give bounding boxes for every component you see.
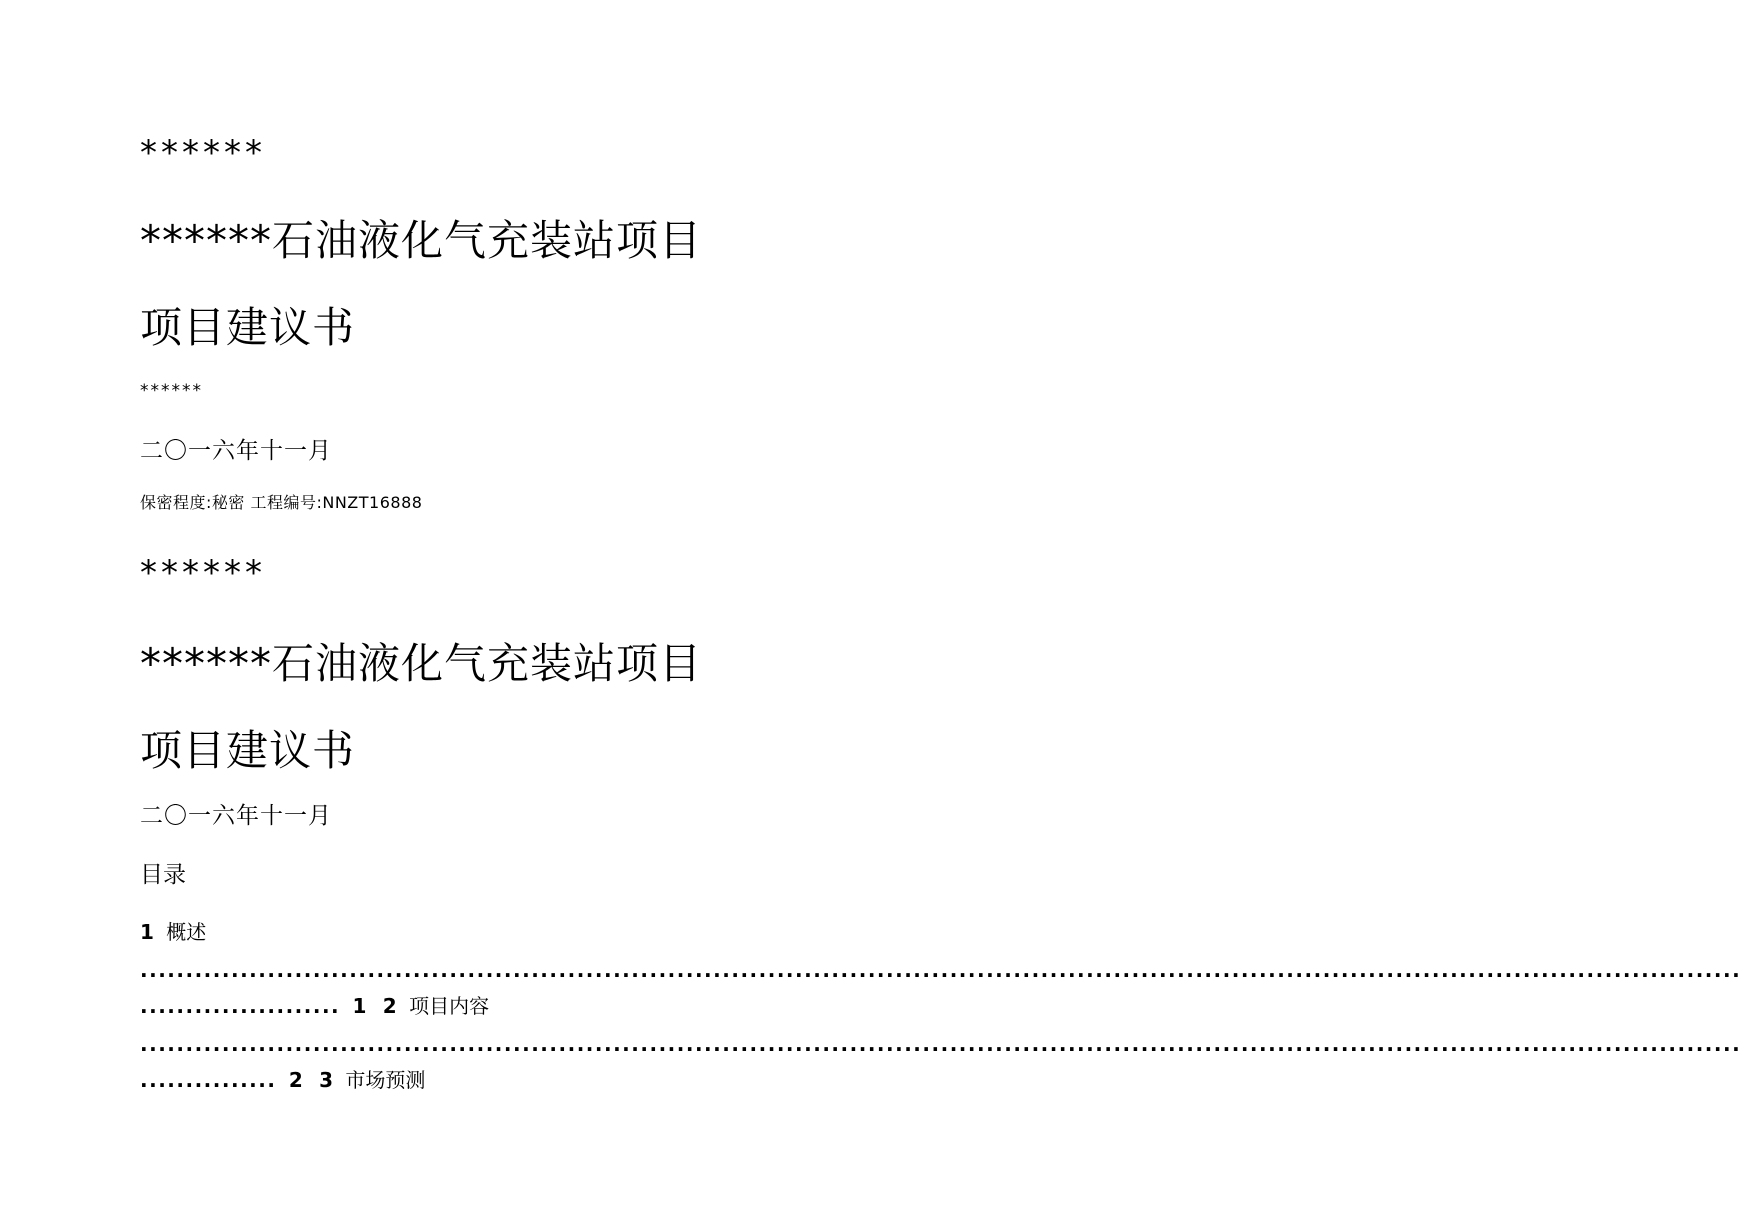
toc-entry-1[interactable] (140, 922, 206, 942)
org-mask-stars: ****** (140, 133, 266, 173)
toc-leader-dots: ................................................................................................................................................................................ (140, 1032, 1741, 1056)
toc-entry-label: 市场预测 (345, 1068, 426, 1092)
author-mask-stars: ****** (140, 381, 203, 401)
toc-entry-2[interactable] (140, 996, 489, 1016)
toc-leader-dots: ................................................................................................................................................................................ (140, 958, 1741, 982)
confidentiality-and-project-number: 保密程度:秘密 工程编号:NNZT16888 (140, 493, 423, 512)
document-date: 二〇一六年十一月 (140, 438, 332, 464)
toc-heading: 目录 (140, 862, 186, 888)
project-title: ******石油液化气充装站项目 (140, 216, 703, 265)
toc-entry-number: 1 (140, 920, 154, 944)
toc-entry-label: 项目内容 (409, 994, 490, 1018)
project-title-repeat: ******石油液化气充装站项目 (140, 639, 703, 688)
toc-entry-number: 2 (382, 994, 397, 1018)
toc-leader-dots-tail: ............... (140, 1068, 277, 1092)
document-title-repeat: 项目建议书 (140, 726, 356, 775)
document-title: 项目建议书 (140, 303, 356, 352)
toc-entry-3[interactable] (140, 1070, 425, 1090)
toc-entry-label: 概述 (166, 920, 207, 944)
toc-leader-dots-tail: ...................... (140, 994, 341, 1018)
org-mask-stars-repeat: ****** (140, 553, 266, 593)
toc-entry-number: 3 (319, 1068, 334, 1092)
toc-entry-page: 1 (352, 994, 367, 1018)
document-date-repeat: 二〇一六年十一月 (140, 803, 332, 829)
toc-entry-page: 2 (288, 1068, 303, 1092)
